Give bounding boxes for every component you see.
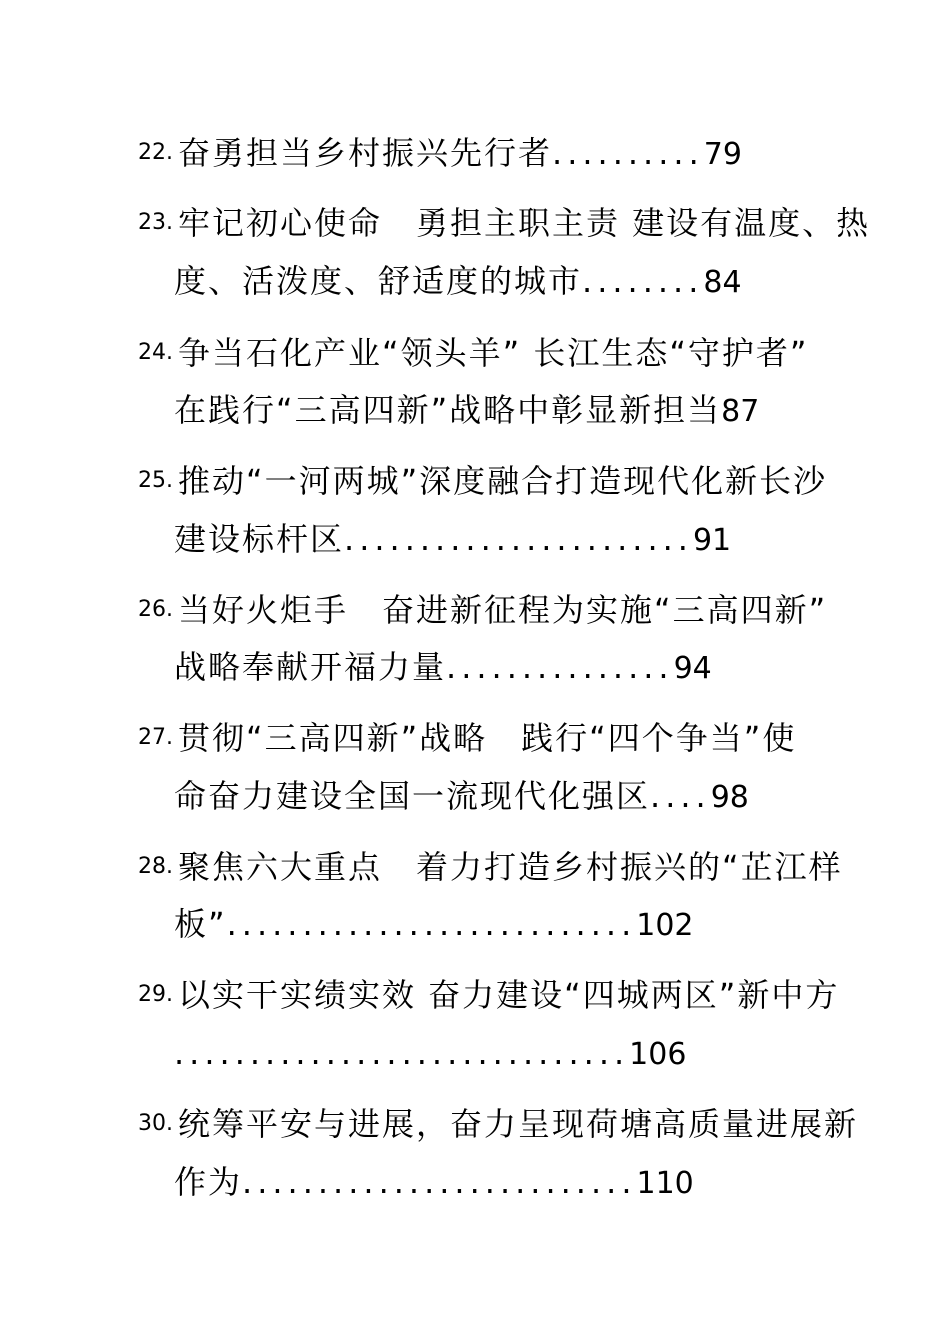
page-number: 79 [703, 137, 742, 172]
entry-title: 当好火炬手 奋进新征程为实施“三高四新” [178, 591, 828, 629]
entry-title: 牢记初心使命 勇担主职主责 建设有温度、热 [178, 204, 871, 242]
page-number: 87 [721, 394, 760, 429]
entry-number: 26. [138, 597, 173, 622]
dot-leaders: .... [650, 777, 711, 815]
entry-number: 29. [138, 982, 173, 1007]
entry-title-cont [174, 1033, 686, 1075]
page-number: 110 [636, 1166, 694, 1201]
entry-title-cont: 建设标杆区.......................91 [174, 520, 732, 558]
dot-leaders: ........................... [226, 905, 637, 943]
dot-leaders: ............... [446, 648, 674, 686]
page-number: 106 [629, 1037, 687, 1072]
dot-leaders: ....................... [344, 520, 693, 558]
entry-number: 27. [138, 725, 173, 750]
entry-title: 推动“一河两城”深度融合打造现代化新长沙 [178, 462, 828, 500]
page-number: 94 [673, 651, 712, 686]
dot-leaders: ........ [582, 262, 704, 300]
entry-title: 贯彻“三高四新”战略 践行“四个争当”使 [178, 719, 797, 757]
dot-leaders: .......................... [242, 1163, 637, 1201]
entry-number: 22. [138, 140, 173, 165]
entry-number: 23. [138, 210, 173, 235]
entry-number: 24. [138, 340, 173, 365]
entry-title-cont: 作为..........................110 [174, 1163, 694, 1201]
entry-number: 28. [138, 854, 173, 879]
entry-title-cont: 度、活泼度、舒适度的城市........84 [174, 262, 742, 300]
entry-title: 聚焦六大重点 着力打造乡村振兴的“芷江样 [178, 848, 843, 886]
dot-leaders: .............................. [174, 1034, 630, 1072]
entry-title: 奋勇担当乡村振兴先行者..........79 [178, 134, 742, 172]
dot-leaders: .......... [552, 134, 704, 172]
entry-title: 争当石化产业“领头羊” 长江生态“守护者” [178, 334, 809, 372]
entry-title-cont: 战略奉献开福力量...............94 [174, 648, 712, 686]
entry-title-cont: 在践行“三高四新”战略中彰显新担当87 [174, 391, 760, 429]
page-number: 98 [710, 780, 749, 815]
page-number: 102 [636, 908, 694, 943]
entry-title-cont: 命奋力建设全国一流现代化强区....98 [174, 777, 749, 815]
entry-title: 以实干实绩实效 奋力建设“四城两区”新中方 [178, 976, 840, 1014]
entry-number: 25. [138, 468, 173, 493]
entry-title-cont: 板”...........................102 [174, 905, 694, 943]
page-number: 91 [692, 523, 732, 558]
page-number: 84 [703, 265, 742, 300]
entry-title: 统筹平安与进展，奋力呈现荷塘高质量进展新 [178, 1105, 859, 1143]
entry-number: 30. [138, 1111, 173, 1136]
